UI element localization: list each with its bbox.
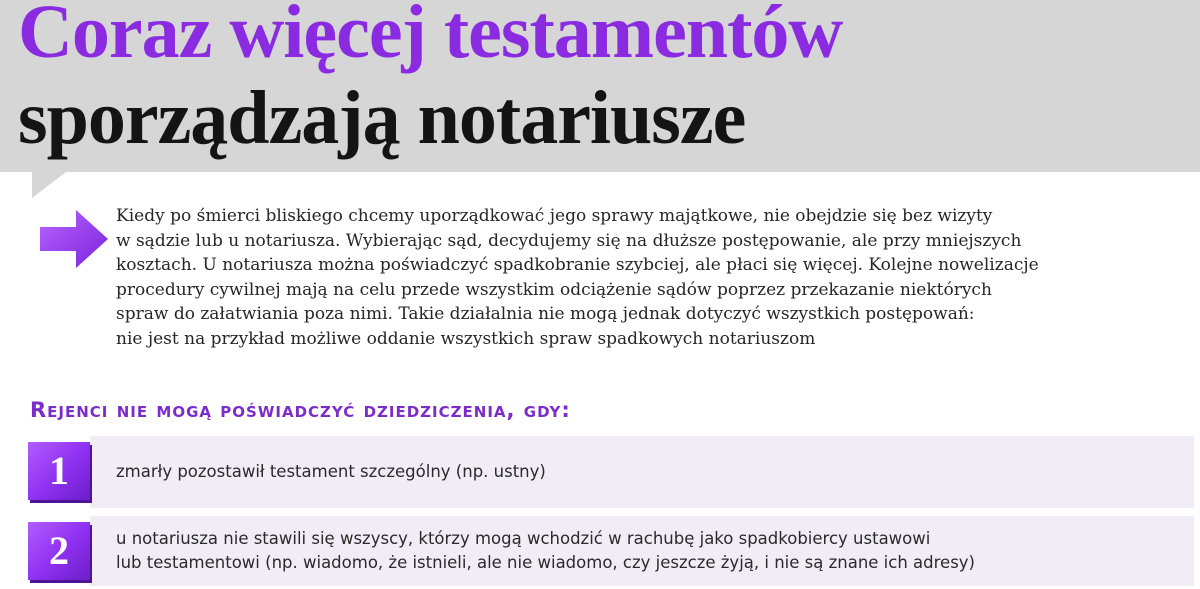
intro-line: kosztach. U notariusza można poświadczyć spadkobranie szybciej, ale płaci się więcej. Kolejne nowelizacje [116, 255, 1039, 275]
intro-line: spraw do załatwiania poza nimi. Takie działalnia nie mogą jednak dotyczyć wszystkich postępowań: [116, 304, 975, 324]
intro-line: procedury cywilnej mają na celu przede wszystkim odciążenie sądów poprzez przekazanie niektórych [116, 279, 992, 300]
list-item-text [116, 460, 546, 484]
list-item-text [116, 527, 975, 575]
intro-paragraph [116, 204, 1176, 351]
intro-line: nie jest na przykład możliwe oddanie wszystkich spraw spadkowych notariuszom [116, 328, 816, 349]
section-heading: Rejenci nie mogą poświadczyć dziedziczenia, gdy: [30, 398, 571, 422]
number-badge: 1 [28, 442, 90, 500]
intro-line: w sądzie lub u notariusza. Wybierając sąd, decydujemy się na dłuższe postępowanie, ale przy mniejszych [116, 230, 1022, 251]
list-item-line: u notariusza nie stawili się wszyscy, którzy mogą wchodzić w rachubę jako spadkobiercy ustawowi [116, 529, 931, 548]
list-item-line: lub testamentowi (np. wiadomo, że istnieli, ale nie wiadomo, czy jeszcze żyją, i nie są znane ich adresy) [116, 553, 975, 572]
list-item [90, 516, 1194, 586]
number-badge: 2 [28, 522, 90, 580]
speech-bubble-tail [32, 172, 66, 198]
arrow-right-icon [40, 210, 108, 268]
title-line-2: sporządzają notariusze [18, 76, 746, 160]
list-item [90, 436, 1194, 508]
intro-line: Kiedy po śmierci bliskiego chcemy uporządkować jego sprawy majątkowe, nie obejdzie się bez wizyty [116, 206, 993, 226]
title-line-1: Coraz więcej testamentów [18, 0, 843, 74]
header-banner [0, 0, 1200, 172]
list-item-line: zmarły pozostawił testament szczególny (np. ustny) [116, 462, 546, 481]
